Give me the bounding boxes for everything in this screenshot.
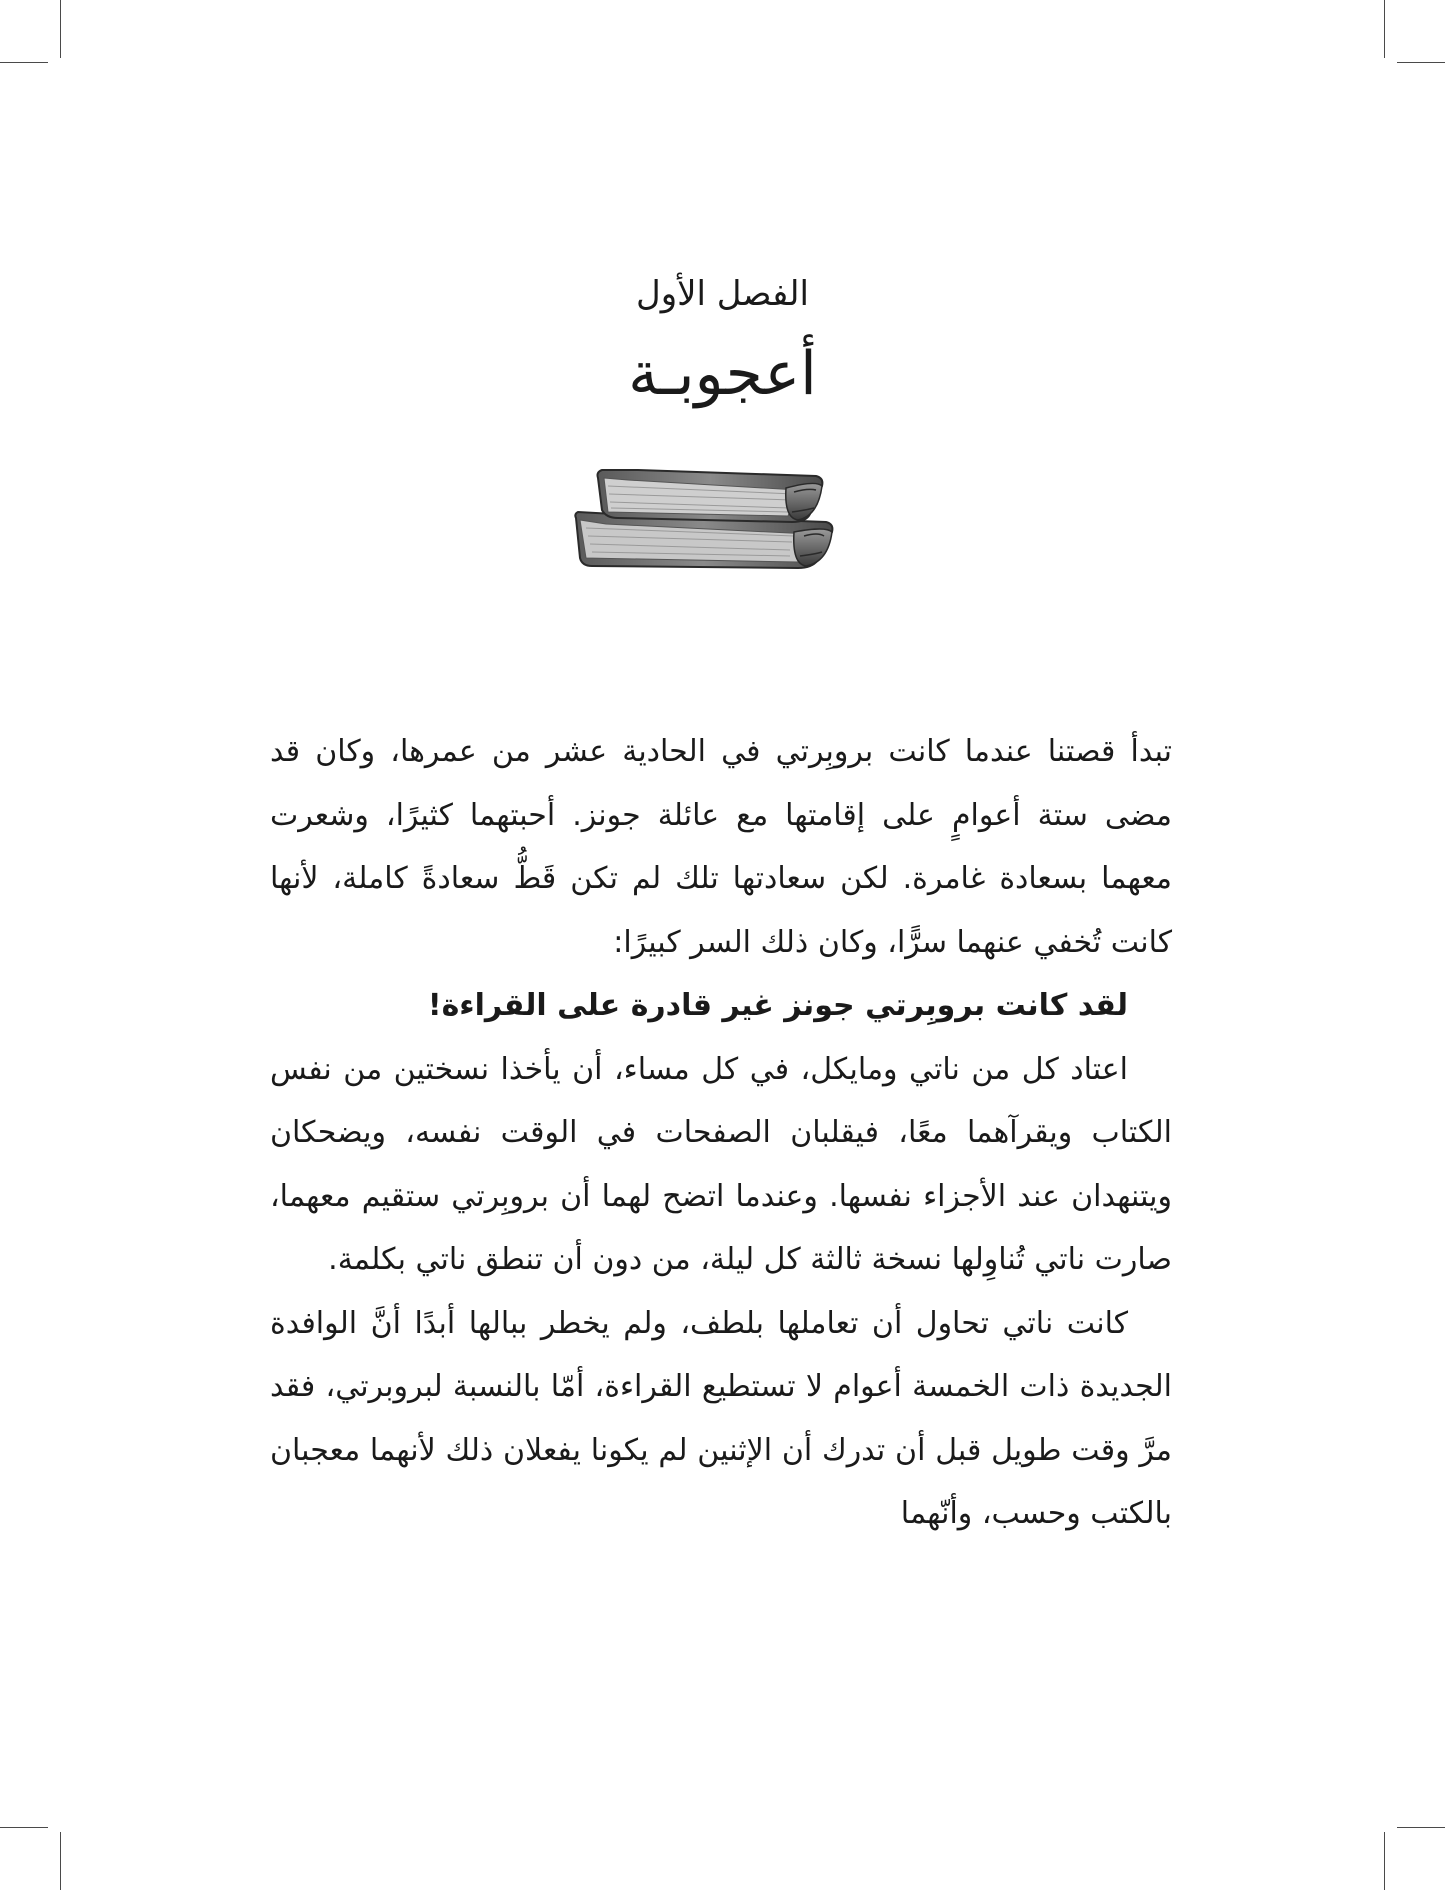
crop-mark-bottom-left-vertical <box>60 1832 61 1890</box>
crop-mark-bottom-right-vertical <box>1384 1832 1385 1890</box>
paragraph-1: تبدأ قصتنا عندما كانت بروبِرتي في الحادية عشر من عمرها، وكان قد مضى ستة أعوامٍ على إقامتها مع عائلة جونز. أحبتهما كثيرًا، وشعرت معهما بسعادة غامرة. لكن سعادتها تلك لم تكن قَطُّ سعادةً كاملة، لأنها كانت تُخفي عنهما سرًّا، وكان ذلك السر كبيرًا: <box>270 734 1172 960</box>
chapter-title: أعجوبـة <box>628 339 817 409</box>
chapter-label: الفصل الأول <box>635 274 809 314</box>
paragraph-3: كانت ناتي تحاول أن تعاملها بلطف، ولم يخطر ببالها أبدًا أنَّ الوافدة الجديدة ذات الخمسة أعوام لا تستطيع القراءة، أمّا بالنسبة لبروبرتي، فقد مرَّ وقت طويل قبل أن تدرك أن الإثنين لم يكونا يفعلان ذلك لأنهما معجبان بالكتب وحسب، وأنّهما <box>270 1305 1172 1531</box>
crop-mark-bottom-right-horizontal <box>1397 1827 1445 1828</box>
paragraph-2: اعتاد كل من ناتي ومايكل، في كل مساء، أن يأخذا نسختين من نفس الكتاب ويقرآهما معًا، فيقلبان الصفحات في الوقت نفسه، ويضحكان ويتنهدان عند الأجزاء نفسها. وعندما اتضح لهما أن بروبِرتي ستقيم معهما، صارت ناتي تُناوِلها نسخة ثالثة كل ليلة، من دون أن تنطق ناتي بكلمة. <box>270 1051 1172 1277</box>
body-text <box>270 720 1172 1546</box>
crop-mark-bottom-left-horizontal <box>0 1827 48 1828</box>
stacked-books-icon <box>566 462 846 570</box>
crop-mark-top-left-horizontal <box>0 62 48 63</box>
crop-mark-top-right-vertical <box>1384 0 1385 58</box>
paragraph-emphasis: لقد كانت بروبِرتي جونز غير قادرة على القراءة! <box>427 988 1128 1023</box>
crop-mark-top-left-vertical <box>60 0 61 58</box>
crop-mark-top-right-horizontal <box>1397 62 1445 63</box>
